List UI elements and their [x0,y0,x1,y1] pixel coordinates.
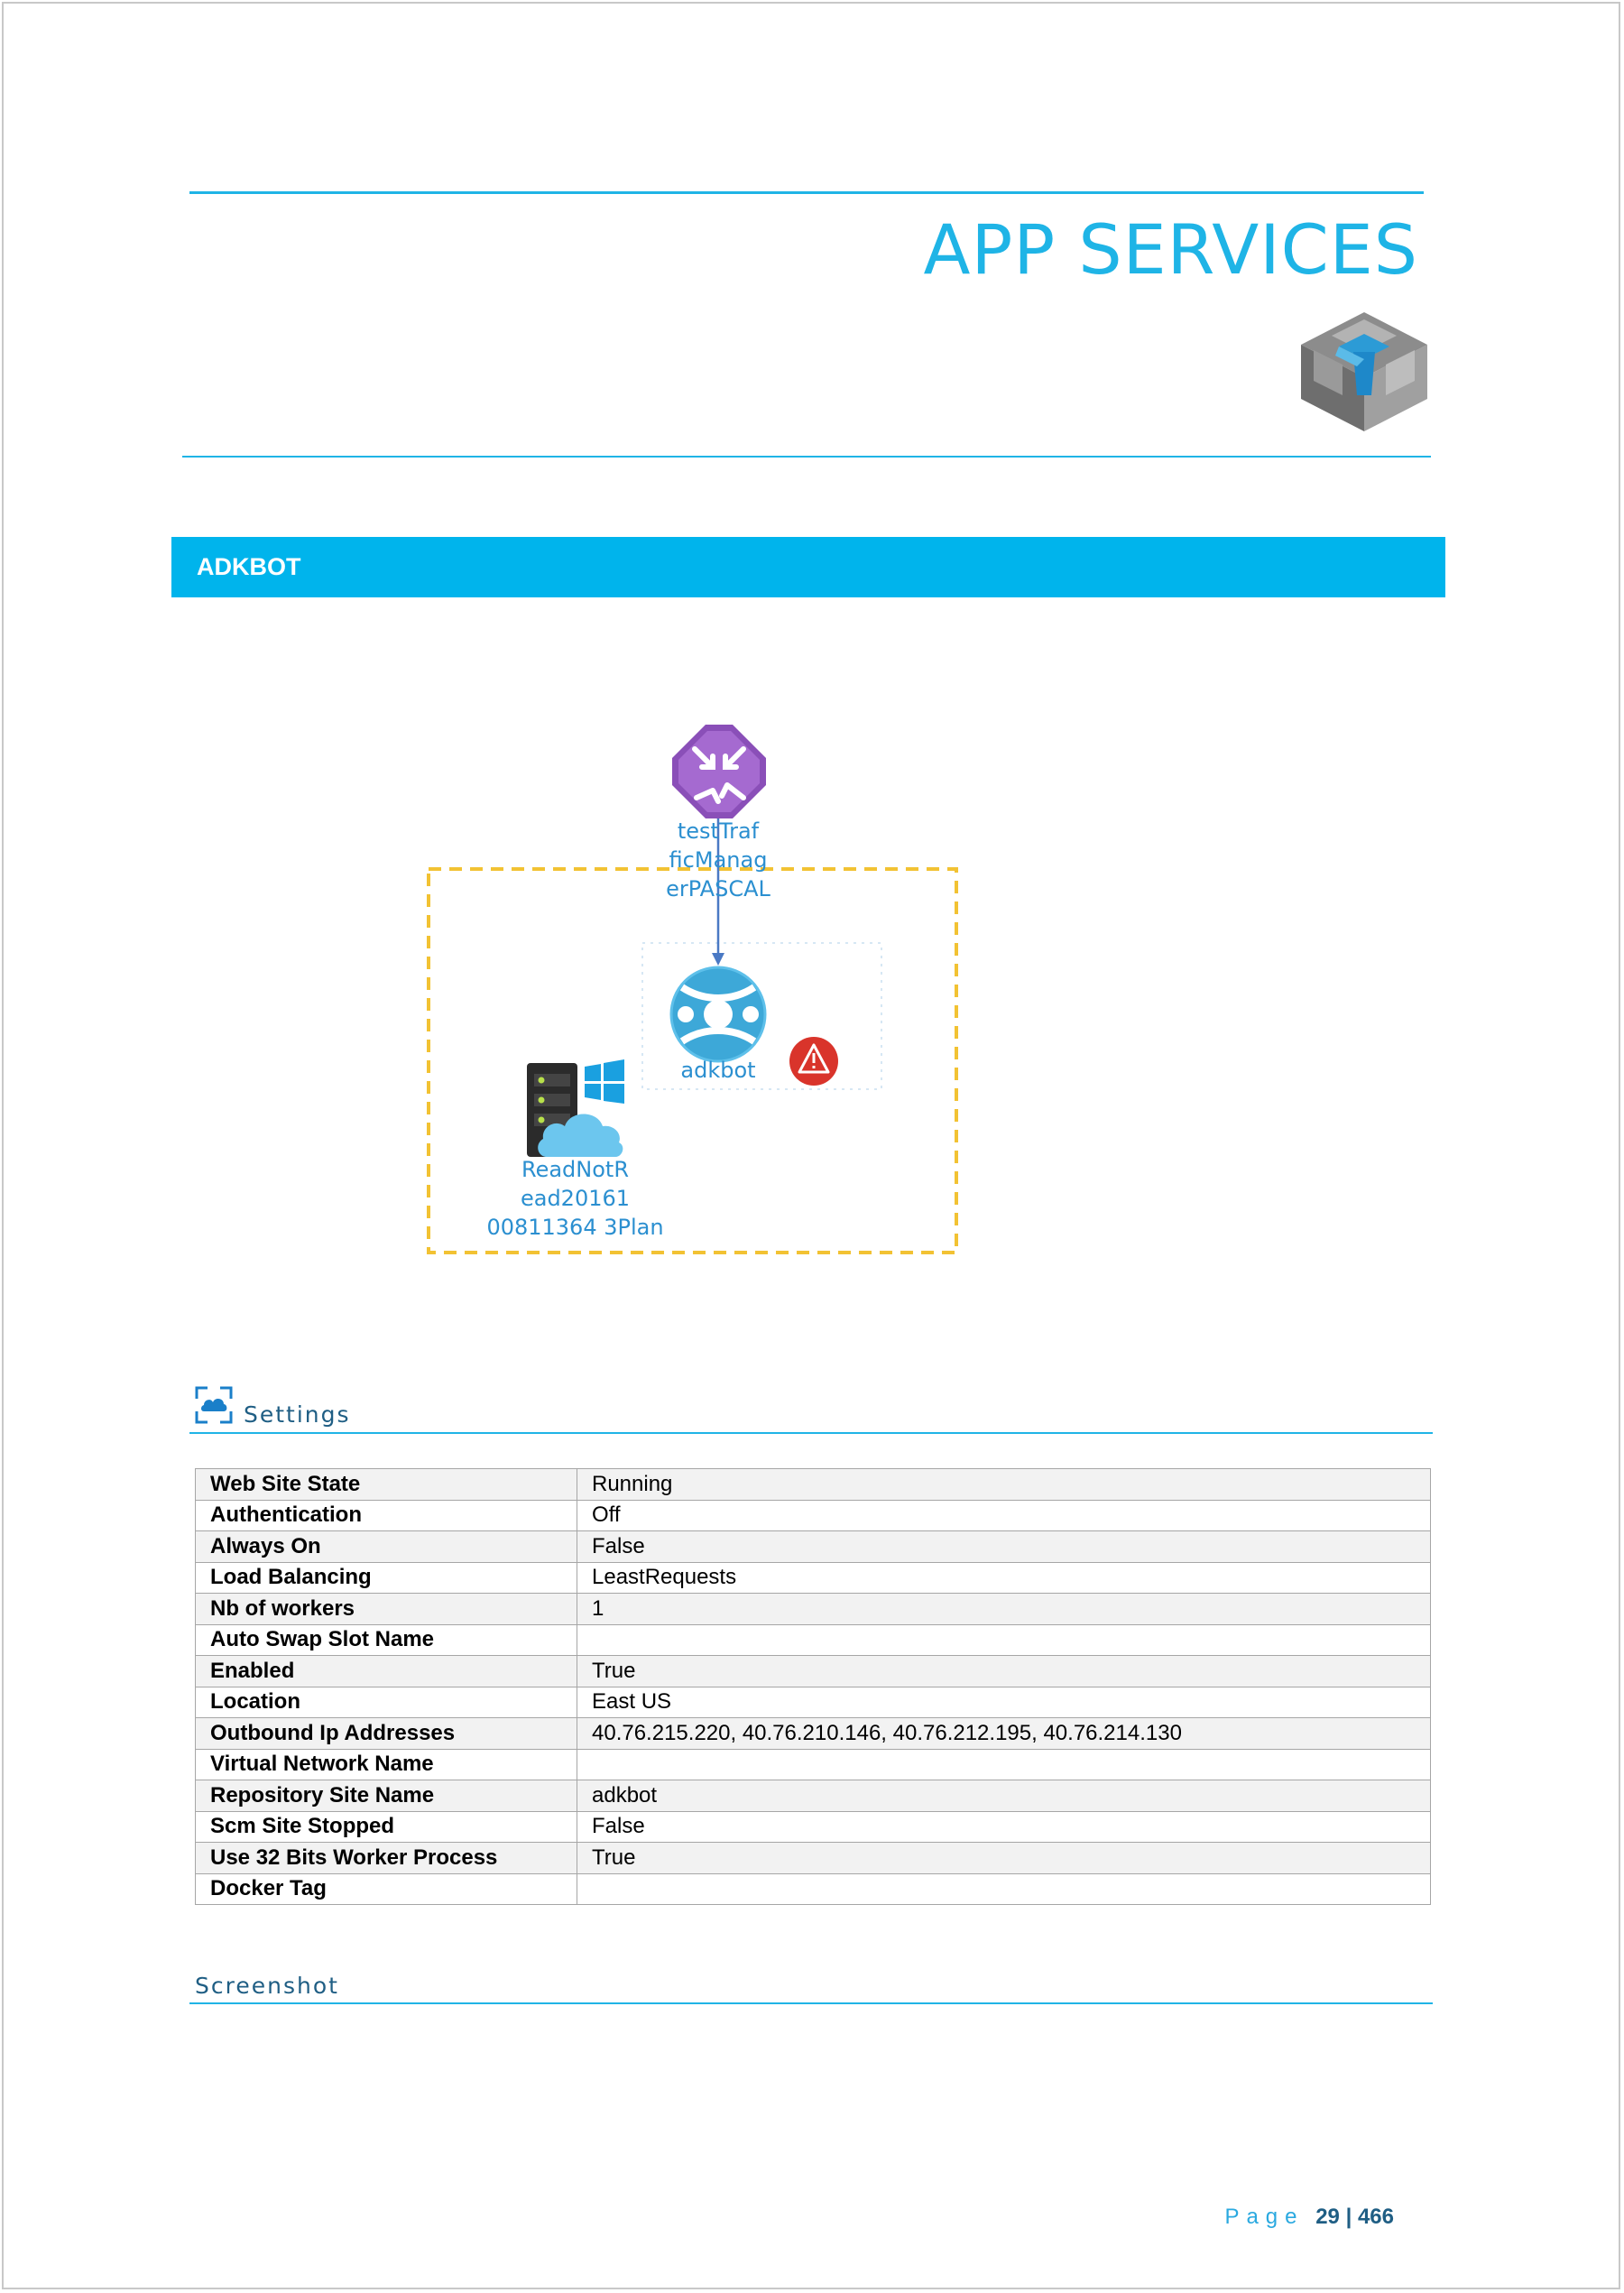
settings-heading-rule [189,1432,1433,1434]
setting-key: Outbound Ip Addresses [196,1718,577,1750]
table-row [196,1780,1431,1812]
setting-value: LeastRequests [577,1562,1431,1594]
setting-key: Enabled [196,1656,577,1687]
table-row [196,1811,1431,1843]
table-row [196,1749,1431,1780]
page-separator: | [1345,2205,1352,2229]
setting-key: Nb of workers [196,1594,577,1625]
setting-value: True [577,1843,1431,1874]
setting-key: Auto Swap Slot Name [196,1624,577,1656]
setting-value: True [577,1656,1431,1687]
app-plan-label-line-3: 00811364 3Plan [486,1215,664,1240]
page-number: 29 [1315,2205,1340,2229]
app-plan-label [469,1155,681,1242]
setting-key: Authentication [196,1500,577,1531]
setting-value: Running [577,1469,1431,1501]
screenshot-heading: Screenshot [195,1973,339,1999]
table-row [196,1500,1431,1531]
setting-value: 1 [577,1594,1431,1625]
app-plan-label-line-1: ReadNotR [521,1157,630,1182]
setting-key: Location [196,1687,577,1718]
total-pages: 466 [1357,2205,1394,2229]
warning-icon[interactable] [789,1037,838,1086]
table-row [196,1687,1431,1718]
setting-value [577,1624,1431,1656]
table-row [196,1562,1431,1594]
screenshot-heading-rule [189,2002,1433,2004]
table-row [196,1656,1431,1687]
connection-arrow-head [712,953,724,966]
traffic-manager-icon[interactable] [672,725,766,818]
setting-value: False [577,1811,1431,1843]
setting-value: False [577,1531,1431,1563]
setting-key: Web Site State [196,1469,577,1501]
page-footer [1224,2205,1394,2230]
setting-key: Virtual Network Name [196,1749,577,1780]
settings-table [195,1468,1431,1905]
setting-value [577,1749,1431,1780]
app-service-label [646,1056,790,1085]
table-row [196,1469,1431,1501]
page-label: Page [1224,2205,1305,2229]
table-row [196,1718,1431,1750]
setting-key: Load Balancing [196,1562,577,1594]
setting-value: Off [577,1500,1431,1531]
setting-key: Repository Site Name [196,1780,577,1812]
app-service-plan-icon[interactable] [527,1059,624,1157]
setting-value: 40.76.215.220, 40.76.210.146, 40.76.212.195, 40.76.214.130 [577,1718,1431,1750]
setting-value [577,1873,1431,1905]
setting-key: Use 32 Bits Worker Process [196,1843,577,1874]
table-row [196,1843,1431,1874]
table-row [196,1873,1431,1905]
app-service-label-line-1: adkbot [680,1058,756,1083]
setting-key: Always On [196,1531,577,1563]
setting-key: Scm Site Stopped [196,1811,577,1843]
setting-value: adkbot [577,1780,1431,1812]
table-row [196,1531,1431,1563]
app-plan-label-line-2: ead20161 [520,1186,631,1211]
traffic-manager-label-line-3: erPASCAL [666,876,770,901]
page-title: APP SERVICES [923,209,1418,290]
traffic-manager-label-line-2: ficManag [669,847,768,873]
app-service-icon[interactable] [671,967,765,1061]
setting-key: Docker Tag [196,1873,577,1905]
table-row [196,1594,1431,1625]
traffic-manager-label-line-1: testTraf [677,818,760,844]
section-title: ADKBOT [197,553,301,580]
settings-heading: Settings [244,1401,351,1428]
settings-cloud-icon [195,1386,233,1424]
setting-value: East US [577,1687,1431,1718]
table-row [196,1624,1431,1656]
traffic-manager-label [637,817,799,903]
